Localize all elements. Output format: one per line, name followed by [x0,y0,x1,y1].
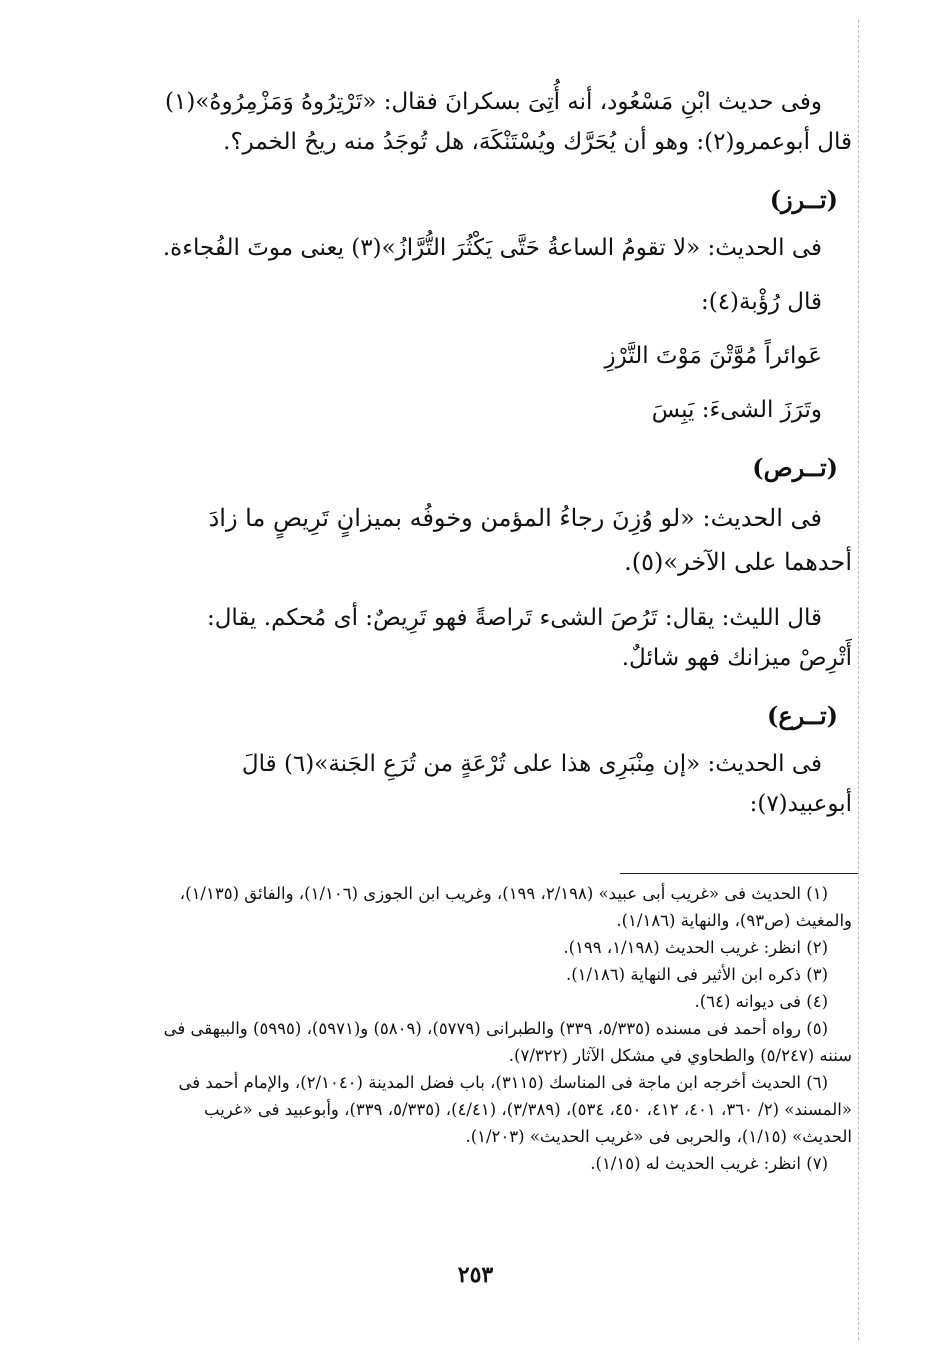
entry-heading-tara: (تــرع) [766,701,838,730]
footnote-4: (٤) فى ديوانه (٦٤). [694,992,828,1011]
entry-heading-taraz: (تــرز) [769,185,838,214]
verse-line: عَوائراً مُوَّتْنَ مَوْتَ التَّرْزِ [604,343,822,369]
paragraph-taraz-meaning: وتَرَزَ الشىءَ: يَبِسَ [651,397,822,423]
footnote-2: (٢) انظر: غريب الحديث (١/١٩٨، ١٩٩). [563,938,828,957]
footnote-7: (٧) انظر: غريب الحديث له (١/١٥). [590,1154,828,1173]
page-number: ٢٥٣ [457,1262,494,1288]
footnote-5: (٥) رواه أحمد فى مسنده (٥/٣٣٥، ٣٣٩) والطبرانى (٥٧٧٩)، (٥٨٠٩) و(٥٩٧١)، (٥٩٩٥) والبيهقى فى سننه (٥/٢٤٧) والطحاوي في مشكل الآثار (٧/٣٢٢). [163,1019,852,1065]
paragraph-taraz-hadith: فى الحديث: «لا تقومُ الساعةُ حَتَّى يَكْثُرَ التُّرَّازُ»(٣) يعنى موتَ الفُجاءة. [162,235,822,261]
page-edge-line [858,20,859,1340]
paragraph-tara-hadith: فى الحديث: «إن مِنْبَرِى هذا على تُرْعَةٍ من تُرَعِ الجَنة»(٦) قالَ أبوعبيد(٧): [241,751,852,817]
footnote-3: (٣) ذكره ابن الأثير فى النهاية (١/١٨٦). [565,965,828,984]
footnote-1: (١) الحديث فى «غريب أبى عبيد» (٢/١٩٨، ١٩٩)، وغريب ابن الجوزى (١/١٠٦)، والفائق (١/١٣٥)، والمغيث (ص٩٣)، والنهاية (١/١٨٦). [179,884,852,930]
paragraph-tartir: وفى حديث ابْنِ مَسْعُود، أنه أُتِىَ بسكرانَ فقال: «تَرْتِرُوهُ وَمَزْمِرُوهُ»(١) قال أبوعمرو(٢): وهو أن يُحَرَّك ويُسْتَنْكَهَ، هل تُوجَدُ منه ريحُ الخمر؟. [165,89,852,155]
main-text [152,82,852,824]
paragraph-ruba-intro: قال رُؤْبة(٤): [700,289,822,315]
footnote-6: (٦) الحديث أخرجه ابن ماجة فى المناسك (٣١١٥)، باب فضل المدينة (٢/١٠٤٠)، والإمام أحمد فى «المسند» (٢/ ٣٦٠، ٤٠١، ٤١٢، ٤٥٠، ٥٣٤)، (٣/٣٨٩)، (٤/٤١)، (٥/٣٣٥، ٣٣٩)، وأبوعبيد فى «غريب الحديث» (١/١٥)، والحربى فى «غريب الحديث» (١/٢٠٣). [178,1073,852,1146]
footnotes [152,880,852,1177]
paragraph-laith: قال الليث: يقال: تَرُصَ الشىء تَراصةً فهو تَرِيصٌ: أى مُحكم. يقال: أَتْرِصْ ميزانك فهو شائلٌ. [206,605,852,671]
entry-heading-taras: (تــرص) [752,453,838,482]
footnote-separator [620,873,858,874]
paragraph-taras-hadith: فى الحديث: «لو وُزِنَ رجاءُ المؤمن وخوفُه بميزانٍ تَرِيصٍ ما زادَ أحدهما على الآخر»(٥). [208,504,852,576]
